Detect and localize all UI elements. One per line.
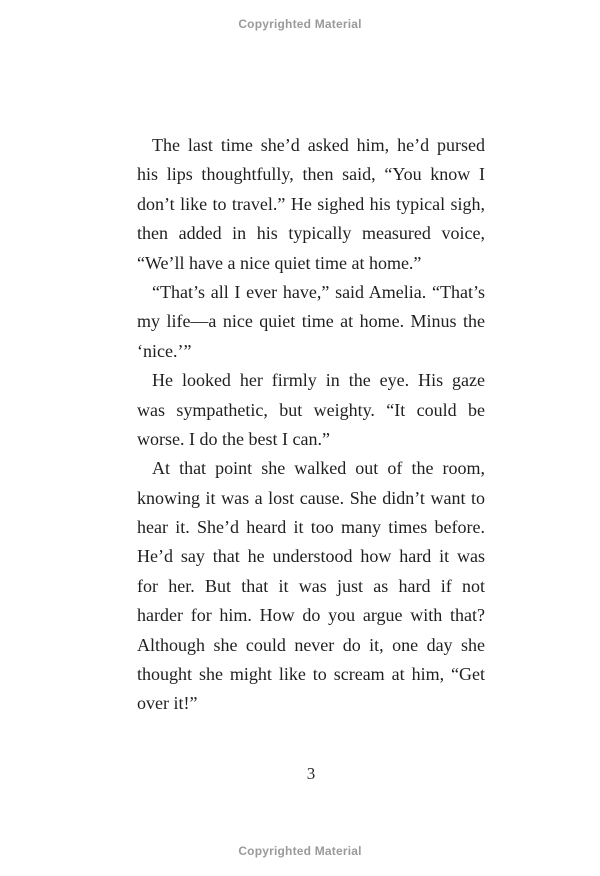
text-line: my life—a nice quiet time at home. Minus the [137,311,485,332]
body-text-column [137,131,485,719]
text-line: He’d say that he understood how hard it was [137,546,485,567]
text-line: harder for him. How do you argue with that? [137,605,485,626]
text-line: thought she might like to scream at him, “Get [137,664,485,685]
text-line: don’t like to travel.” He sighed his typical sigh, [137,193,485,214]
text-line: over it!” [137,693,198,714]
copyright-notice-bottom: Copyrighted Material [238,844,362,858]
text-line: At that point she walked out of the room, [152,458,485,479]
text-line: then added in his typically measured voice, [137,223,485,244]
text-line: “We’ll have a nice quiet time at home.” [137,252,422,273]
text-line: his lips thoughtfully, then said, “You know I [137,164,485,185]
text-line: He looked her firmly in the eye. His gaze [152,370,485,391]
text-line: for her. But that it was just as hard if not [137,575,485,596]
text-line: worse. I do the best I can.” [137,428,330,449]
text-line: was sympathetic, but weighty. “It could be [137,399,485,420]
text-line: knowing it was a lost cause. She didn’t want to [137,487,485,508]
text-line: “That’s all I ever have,” said Amelia. “That’s [152,281,485,302]
copyright-notice-top: Copyrighted Material [238,17,362,31]
text-line: hear it. She’d heard it too many times before. [137,517,485,538]
text-line: Although she could never do it, one day she [137,634,485,655]
text-line: The last time she’d asked him, he’d pursed [152,135,485,155]
text-line: ‘nice.’” [137,340,192,361]
page-number: 3 [306,764,316,783]
